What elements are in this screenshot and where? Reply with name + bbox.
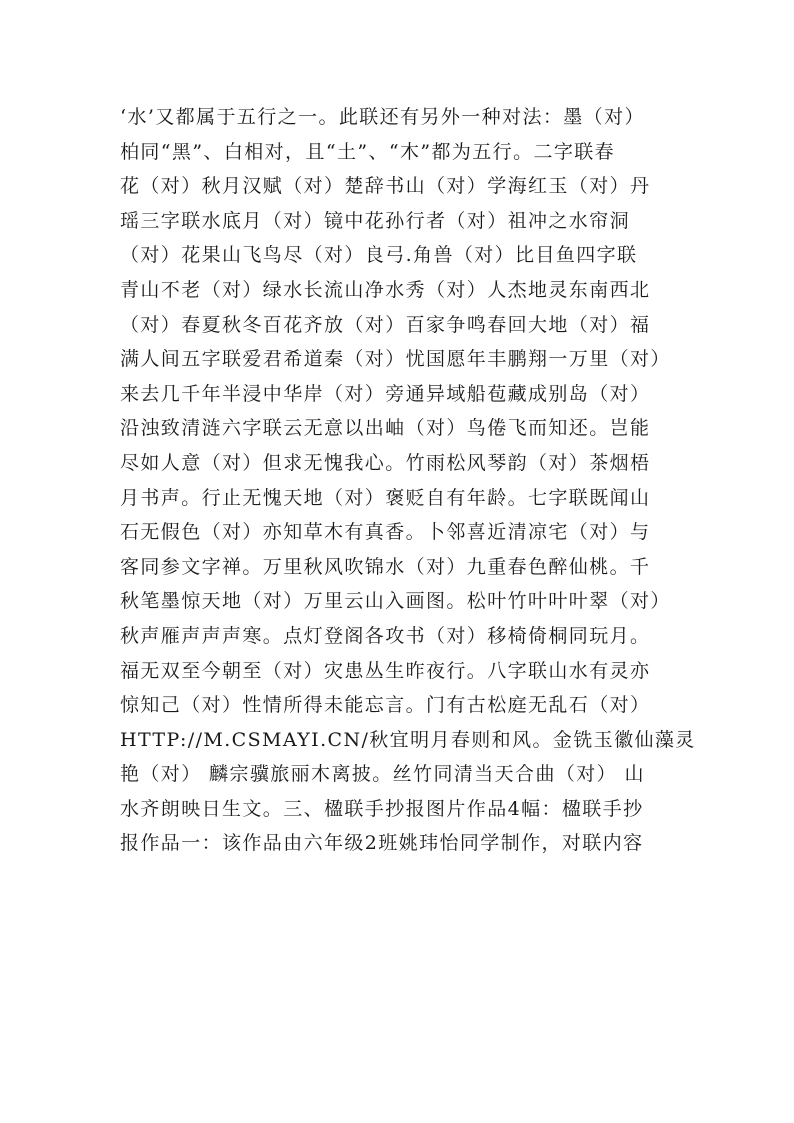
text-line-21: 水齐朗映日生文。三、楹联手抄报图片作品4幅：楹联手抄 — [120, 797, 644, 820]
text-line-6: 青山不老（对）绿水长流山净水秀（对）人杰地灵东南西北 — [120, 278, 651, 301]
text-line-12: 月书声。行止无愧天地（对）褒贬自有年龄。七字联既闻山 — [120, 486, 651, 509]
text-line-2: 柏同“黑”、白相对，且“土”、“木”都为五行。二字联春 — [120, 140, 616, 163]
text-line-22: 报作品一：该作品由六年级2班姚玮怡同学制作，对联内容 — [120, 832, 644, 855]
text-line-20: 艳（对） 麟宗骥旅丽木离披。丝竹同清当天合曲（对） 山 — [120, 763, 645, 786]
text-line-8: 满人间五字联爱君希道秦（对）忧国愿年丰鹏翔一万里（对） — [120, 348, 671, 371]
text-line-4: 瑶三字联水底月（对）镜中花孙行者（对）祖冲之水帘洞 — [120, 209, 631, 232]
text-line-10: 沿浊致清涟六字联云无意以出岫（对）鸟倦飞而知还。岂能 — [120, 417, 651, 440]
body-text — [120, 100, 700, 861]
text-line-11: 尽如人意（对）但求无愧我心。竹雨松风琴韵（对）茶烟梧 — [120, 451, 651, 474]
text-line-15: 秋笔墨惊天地（对）万里云山入画图。松叶竹叶叶叶翠（对） — [120, 590, 671, 613]
text-line-13: 石无假色（对）亦知草木有真香。卜邻喜近清凉宅（对）与 — [120, 521, 651, 544]
text-line-14: 客同参文字禅。万里秋风吹锦水（对）九重春色醉仙桃。千 — [120, 555, 651, 578]
text-line-3: 花（对）秋月汉赋（对）楚辞书山（对）学海红玉（对）丹 — [120, 175, 651, 198]
text-line-1: ‘水’又都属于五行之一。此联还有另外一种对法：墨（对） — [120, 106, 645, 128]
text-line-17: 福无双至今朝至（对）灾患丛生昨夜行。八字联山水有灵亦 — [120, 659, 651, 682]
text-line-18: 惊知己（对）性情所得未能忘言。门有古松庭无乱石（对） — [120, 694, 651, 717]
text-line-7: （对）春夏秋冬百花齐放（对）百家争鸣春回大地（对）福 — [120, 313, 651, 336]
text-line-19: HTTP://M.CSMAYI.CN/秋宜明月春则和风。金铣玉徽仙藻灵 — [120, 728, 696, 751]
text-line-5: （对）花果山飞鸟尽（对）良弓.角兽（对）比目鱼四字联 — [120, 244, 638, 267]
text-line-9: 来去几千年半浸中华岸（对）旁通异域船苞藏成别岛（对） — [120, 382, 651, 405]
text-line-16: 秋声雁声声声寒。点灯登阁各攻书（对）移椅倚桐同玩月。 — [120, 624, 651, 647]
